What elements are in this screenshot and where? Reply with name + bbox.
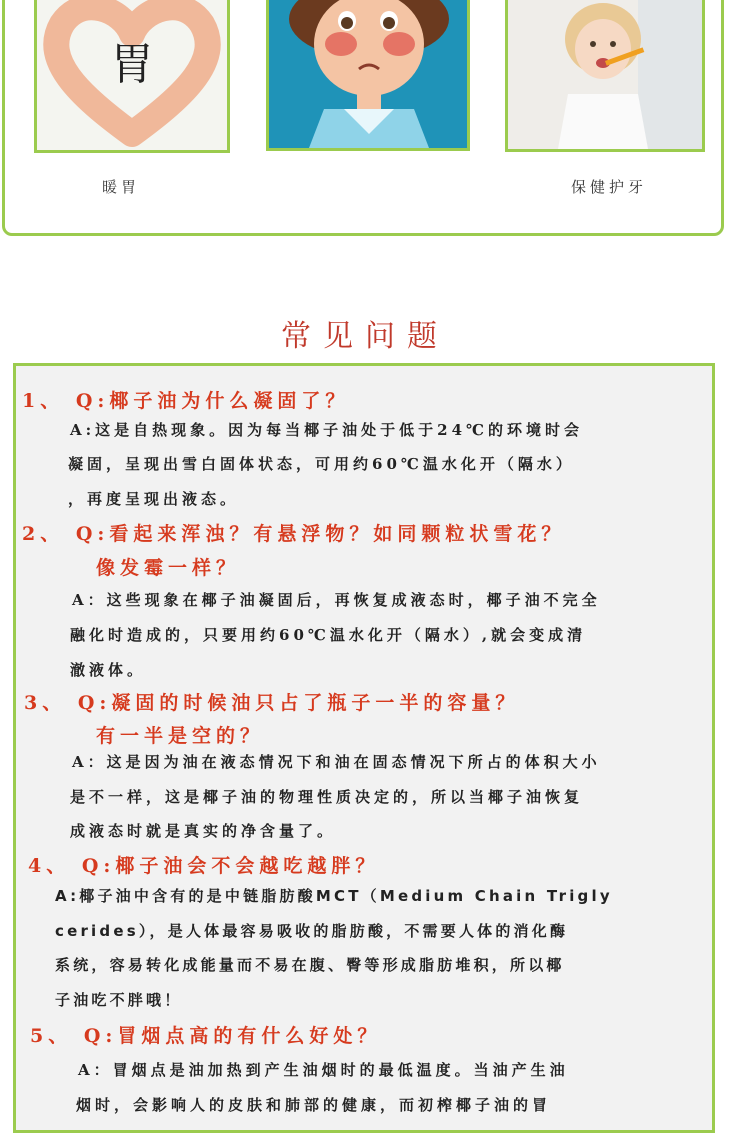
faq-answer-line: A：这些现象在椰子油凝固后，再恢复成液态时，椰子油不完全 — [72, 591, 601, 609]
faq-answer-line: 子油吃不胖哦！ — [55, 991, 183, 1009]
caption-dental-care: 保健护牙 — [571, 178, 648, 196]
faq-answer-line: A：这是因为油在液态情况下和油在固态情况下所占的体积大小 — [72, 753, 601, 771]
warm-stomach-image — [34, 0, 230, 153]
faq-answer-line: 融化时造成的，只要用约60℃温水化开（隔水）,就会变成清 — [70, 626, 587, 644]
faq-panel — [13, 363, 715, 1133]
faq-answer-line: 成液态时就是真实的净含量了。 — [70, 822, 337, 840]
faq-answer-line: 烟时，会影响人的皮肤和肺部的健康，而初榨椰子油的冒 — [76, 1096, 552, 1114]
stomach-character: 胃 — [110, 39, 154, 90]
faq-answer-line: 澈液体。 — [70, 661, 147, 679]
faq-answer-line: cerides），是人体最容易吸收的脂肪酸，不需要人体的消化酶 — [55, 922, 569, 940]
caption-warm-stomach: 暖胃 — [102, 178, 141, 196]
dental-care-image — [505, 0, 705, 152]
faq-answer-line: A：冒烟点是油加热到产生油烟时的最低温度。当油产生油 — [78, 1061, 569, 1079]
faq-question: 1、 Q:椰子油为什么凝固了？ — [22, 390, 350, 412]
faq-question: 5、 Q:冒烟点高的有什么好处？ — [30, 1025, 382, 1047]
faq-question-cont: 有一半是空的？ — [96, 725, 265, 747]
faq-title: 常见问题 — [281, 319, 449, 354]
faq-answer-line: A:这是自热现象。因为每当椰子油处于低于24℃的环境时会 — [70, 421, 584, 439]
skin-care-image — [266, 0, 470, 151]
faq-answer-line: ，再度呈现出液态。 — [68, 490, 240, 508]
faq-answer-line: 系统，容易转化成能量而不易在腹、臀等形成脂肪堆积，所以椰 — [55, 956, 565, 974]
faq-answer-line: 凝固，呈现出雪白固体状态，可用约60℃温水化开（隔水） — [68, 455, 575, 473]
faq-question: 2、 Q:看起来浑浊？有悬浮物？如同颗粒状雪花？ — [22, 523, 566, 545]
faq-question: 3、 Q:凝固的时候油只占了瓶子一半的容量？ — [24, 692, 520, 714]
faq-answer-line: 是不一样，这是椰子油的物理性质决定的，所以当椰子油恢复 — [70, 788, 584, 806]
faq-question: 4、 Q:椰子油会不会越吃越胖？ — [28, 855, 380, 877]
faq-answer-line: A:椰子油中含有的是中链脂肪酸MCT（Medium Chain Trigly — [55, 887, 613, 905]
faq-question-cont: 像发霉一样？ — [96, 557, 241, 579]
